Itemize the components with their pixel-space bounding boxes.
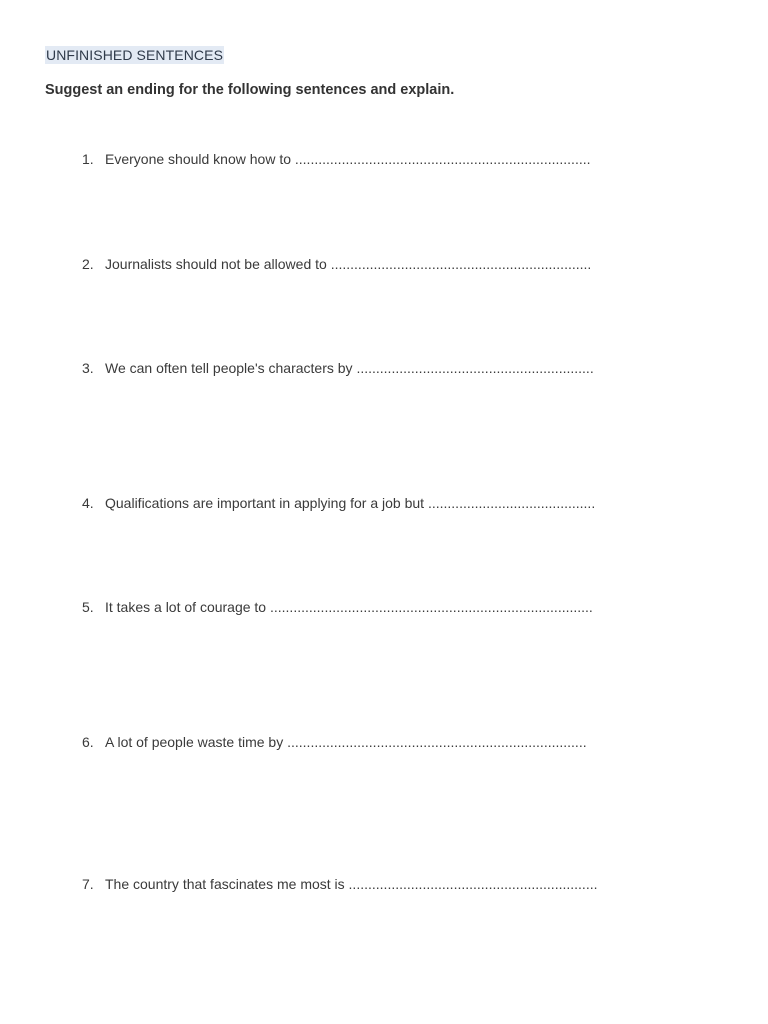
item-number: 3. — [82, 360, 94, 376]
item-number: 1. — [82, 151, 94, 167]
item-number: 2. — [82, 256, 94, 272]
item-text: It takes a lot of courage to ................................................................................... — [105, 599, 593, 615]
item-number: 6. — [82, 734, 94, 750]
item-text: We can often tell people's characters by ............................................................. — [105, 360, 594, 376]
item-text: Qualifications are important in applying for a job but ........................................... — [105, 495, 596, 511]
instruction-text: Suggest an ending for the following sentences and explain. — [45, 82, 455, 98]
item-number: 4. — [82, 495, 94, 511]
item-text: Everyone should know how to ............................................................................ — [105, 151, 591, 167]
page-title: UNFINISHED SENTENCES — [46, 47, 224, 63]
item-number: 7. — [82, 876, 94, 892]
item-text: A lot of people waste time by ............................................................................. — [105, 734, 587, 750]
item-text: Journalists should not be allowed to ................................................................... — [105, 256, 592, 272]
item-number: 5. — [82, 599, 94, 615]
item-text: The country that fascinates me most is ................................................................ — [105, 876, 598, 892]
